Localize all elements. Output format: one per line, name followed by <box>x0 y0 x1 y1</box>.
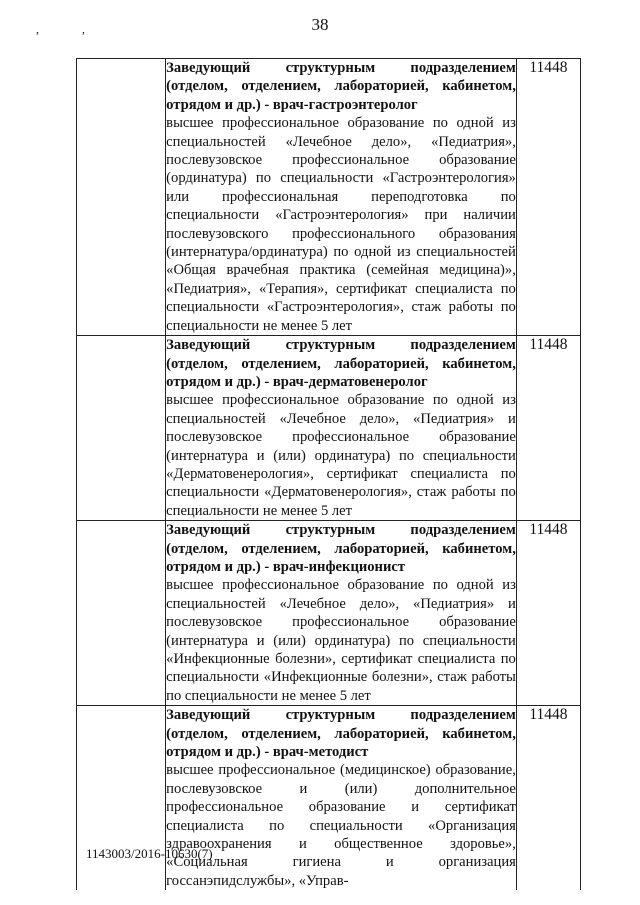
document-footer-code: 1143003/2016-10630(7) <box>86 846 213 861</box>
page-number: 38 <box>311 15 329 34</box>
position-code: 11448 <box>516 59 580 336</box>
empty-cell <box>77 336 166 521</box>
empty-cell <box>77 706 166 891</box>
position-cell <box>166 706 517 891</box>
table-row <box>77 521 581 706</box>
qualification-table <box>76 58 581 890</box>
position-code: 11448 <box>516 336 580 521</box>
empty-cell <box>77 521 166 706</box>
position-requirements: высшее профессиональное образование по одной из специальностей «Лечебное дело», «Педиатрия», послевузовское профессиональное образование (ординатура) по специальности «Гастроэнтерология» или профессиональная переподготовка по специальности «Гастроэнтерология» при наличии послевузовского профессионального образования (интернатура/ординатура) по одной из специальностей «Общая врачебная практика (семейная медицина)», «Педиатрия», «Терапия», сертификат специалиста по специальности «Гастроэнтерология», стаж работы по специальности не менее 5 лет <box>166 115 516 334</box>
position-title: Заведующий структурным подразделением (отделом, отделением, лабораторией, кабинетом, отрядом и др.) - врач-дерматовенеролог <box>166 337 516 390</box>
position-requirements: высшее профессиональное (медицинское) образование, послевузовское и (или) дополнительное профессиональное образование и сертификат специалиста по специальности «Организация здравоохранения и общественное здоровье», «Социальная гигиена и организация госсанэпидслужбы», «Управ- <box>166 762 516 889</box>
table-row <box>77 336 581 521</box>
position-cell <box>166 59 517 336</box>
position-title: Заведующий структурным подразделением (отделом, отделением, лабораторией, кабинетом, отрядом и др.) - врач-гастроэнтеролог <box>166 60 516 113</box>
position-requirements: высшее профессиональное образование по одной из специальностей «Лечебное дело», «Педиатрия» и послевузовское профессиональное образование (интернатура и (или) ординатура) по специальности «Дерматовенерология», сертификат специалиста по специальности «Дерматовенерология», стаж работы по специальности не менее 5 лет <box>166 392 516 519</box>
position-title: Заведующий структурным подразделением (отделом, отделением, лабораторией, кабинетом, отрядом и др.) - врач-методист <box>166 707 516 761</box>
position-requirements: высшее профессиональное образование по одной из специальностей «Лечебное дело», «Педиатрия» и послевузовское профессиональное образование (интернатура и (или) ординатура) по специальности «Инфекционные болезни», сертификат специалиста по специальности «Инфекционные болезни», стаж работы по специальности не менее 5 лет <box>166 577 516 704</box>
position-cell <box>166 521 517 706</box>
position-code: 11448 <box>516 521 580 706</box>
table-row <box>77 706 581 891</box>
position-cell <box>166 336 517 521</box>
position-code: 11448 <box>516 706 580 891</box>
position-title: Заведующий структурным подразделением (отделом, отделением, лабораторией, кабинетом, отрядом и др.) - врач-инфекционист <box>166 522 516 575</box>
empty-cell <box>77 59 166 336</box>
margin-marks: , , <box>36 22 105 36</box>
table-row <box>77 59 581 336</box>
